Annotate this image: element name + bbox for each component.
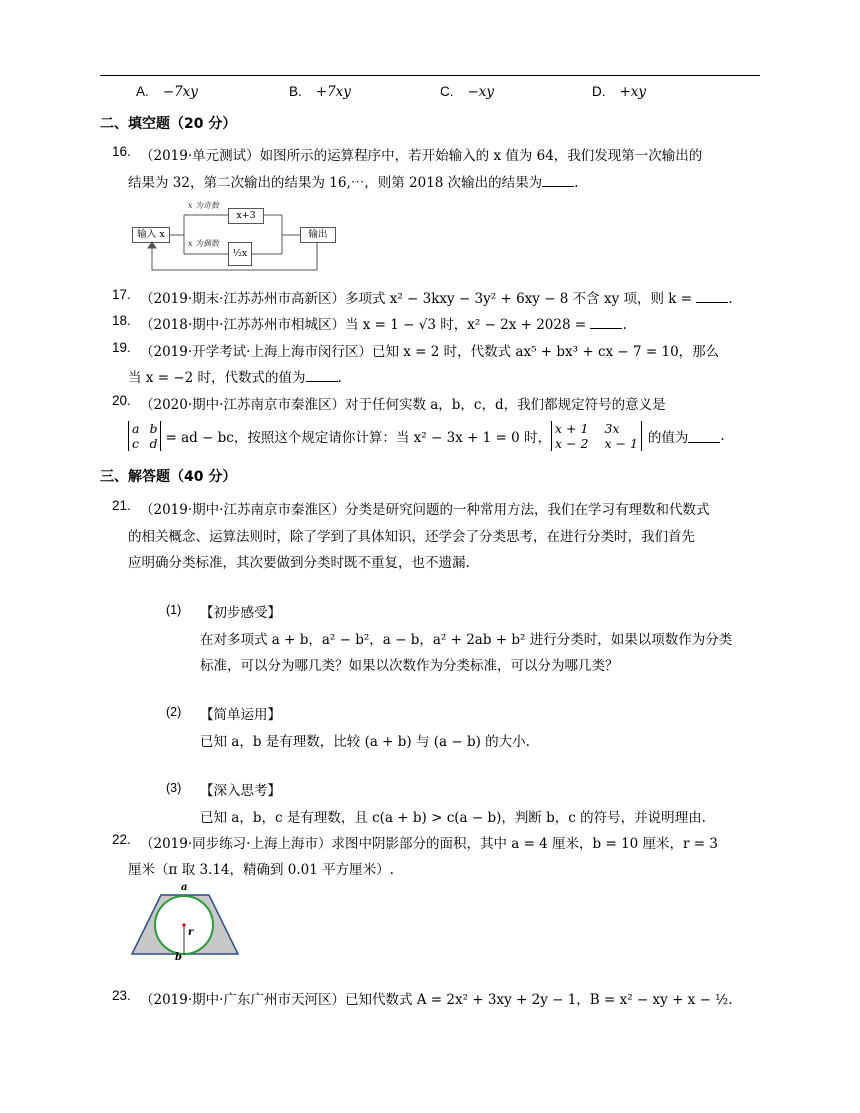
q18-text: （2018·期中·江苏苏州市相城区）当 x = 1 − √3 时，x² − 2x + 2028 = .	[140, 317, 627, 333]
flow-odd-label: x 为奇数	[188, 201, 220, 210]
q20-answer-blank	[688, 430, 720, 443]
q23-text: （2019·期中·广东广州市天河区）已知代数式 A = 2x² + 3xy + 2y − 1，B = x² − xy + x − ½.	[140, 992, 733, 1008]
flow-output-box: 输出	[300, 227, 336, 243]
q20-line2: a b c d = ad − bc，按照这个规定请你计算：当 x² − 3x + 1 = 0 时， x + 1 3x x − 2 x − 1 的值为 .	[128, 419, 725, 453]
flow-input-box: 输入 x	[132, 227, 170, 243]
q19-number: 19.	[112, 340, 131, 355]
q22-trapezoid-figure	[126, 882, 246, 962]
q21-part3-number: (3)	[166, 781, 182, 795]
q21-part1-title: 【初步感受】	[200, 605, 281, 621]
section-fill-blank-title: 二、填空题（20 分）	[100, 116, 237, 132]
q21-part3-line1: 已知 a，b，c 是有理数，且 c(a + b) > c(a − b)，判断 b，c 的符号，并说明理由.	[200, 810, 706, 826]
q19-answer-blank	[306, 369, 338, 382]
q21-line1: （2019·期中·江苏南京市秦淮区）分类是研究问题的一种常用方法，我们在学习有理数和代数式	[140, 502, 710, 518]
q22-line1: （2019·同步练习·上海上海市）求图中阴影部分的面积，其中 a = 4 厘米，b = 10 厘米，r = 3	[140, 836, 718, 852]
figure-label-r: r	[188, 927, 194, 938]
q20-determinant-2: x + 1 3x x − 2 x − 1	[551, 421, 642, 451]
q20-determinant-1: a b c d	[128, 421, 161, 451]
q21-number: 21.	[112, 498, 131, 513]
section-answer-title: 三、解答题（40 分）	[100, 469, 237, 485]
q21-part1-number: (1)	[166, 603, 182, 617]
option-d: D. +xy	[592, 84, 647, 100]
q20-number: 20.	[112, 393, 131, 408]
q21-part2-number: (2)	[166, 705, 182, 719]
figure-label-b: b	[175, 952, 182, 963]
q21-line2: 的相关概念、运算法则时，除了学到了具体知识，还学会了分类思考，在进行分类时，我们首先	[128, 529, 695, 545]
q22-line2: 厘米（π 取 3.14，精确到 0.01 平方厘米）.	[128, 862, 394, 878]
option-a: A. −7xy	[136, 84, 198, 100]
q21-part3-title: 【深入思考】	[200, 783, 281, 799]
q16-line1: （2019·单元测试）如图所示的运算程序中，若开始输入的 x 值为 64，我们发现第一次输出的	[140, 148, 703, 164]
flow-odd-op-box: x+3	[228, 208, 264, 224]
option-b: B. +7xy	[289, 84, 351, 100]
q16-line2: 结果为 32，第二次输出的结果为 16,⋯，则第 2018 次输出的结果为 .	[128, 175, 579, 191]
q16-number: 16.	[112, 144, 131, 159]
q17-number: 17.	[112, 287, 131, 302]
q23-number: 23.	[112, 988, 131, 1003]
q17-answer-blank	[696, 290, 728, 303]
q19-line2: 当 x = −2 时，代数式的值为 .	[128, 370, 342, 386]
figure-label-a: a	[181, 882, 188, 893]
q16-flowchart	[132, 198, 332, 273]
q21-part1-line2: 标准，可以分为哪几类？如果以次数作为分类标准，可以分为哪几类？	[200, 658, 619, 674]
top-rule	[100, 75, 760, 76]
flow-connectors	[132, 198, 342, 276]
q21-part2-line1: 已知 a，b 是有理数，比较 (a + b) 与 (a − b) 的大小.	[200, 734, 530, 750]
q21-part1-line1: 在对多项式 a + b，a² − b²，a − b，a² + 2ab + b² 进行分类时，如果以项数作为分类	[200, 632, 733, 648]
q21-part2-title: 【简单运用】	[200, 707, 281, 723]
center-point	[182, 923, 185, 926]
q17-text: （2019·期末·江苏苏州市高新区）多项式 x² − 3kxy − 3y² + 6xy − 8 不含 xy 项，则 k = .	[140, 291, 733, 307]
q16-answer-blank	[542, 174, 574, 187]
q20-line1: （2020·期中·江苏南京市秦淮区）对于任何实数 a，b，c，d，我们都规定符号的意义是	[140, 397, 666, 413]
flow-even-label: x 为偶数	[188, 239, 220, 248]
q19-line1: （2019·开学考试·上海上海市闵行区）已知 x = 2 时，代数式 ax⁵ + bx³ + cx − 7 = 10，那么	[140, 344, 720, 360]
option-c: C. −xy	[440, 84, 495, 100]
q18-number: 18.	[112, 313, 131, 328]
q21-line3: 应明确分类标准，其次要做到分类时既不重复，也不遗漏.	[128, 555, 470, 571]
q22-number: 22.	[112, 832, 131, 847]
q18-answer-blank	[590, 316, 622, 329]
flow-even-op-box: ½x	[228, 242, 252, 266]
